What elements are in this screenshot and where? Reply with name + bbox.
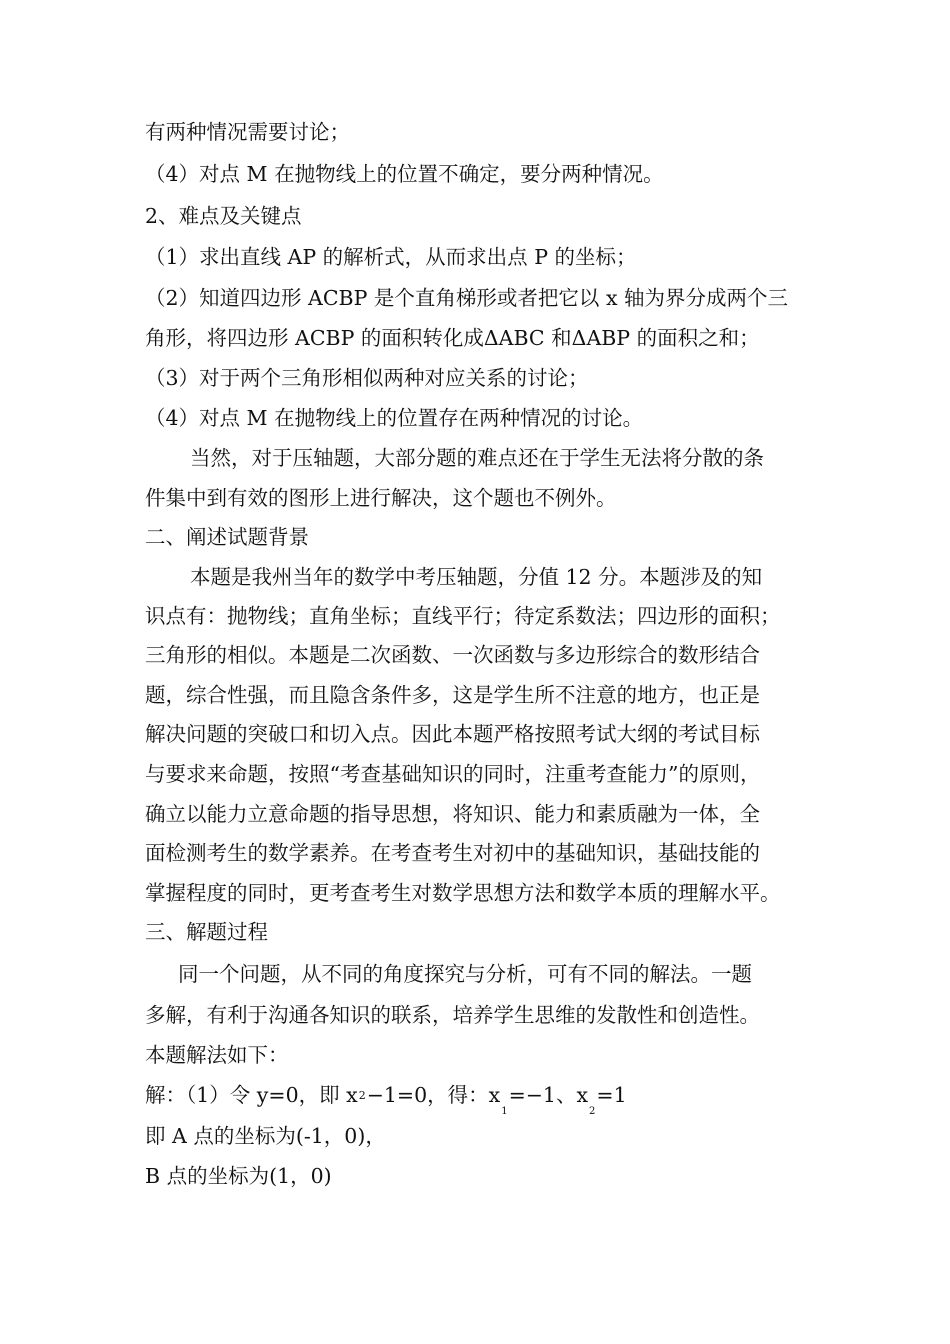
section-heading: 二、阐述试题背景 [145, 525, 309, 549]
text-line: 掌握程度的同时，更考查考生对数学思想方法和数学本质的理解水平。 [145, 881, 781, 905]
solution-text: −1=0，得：x [366, 1083, 501, 1107]
text-line: 题，综合性强，而且隐含条件多，这是学生所不注意的地方，也正是 [145, 683, 760, 707]
solution-text: 解：（1）令 y=0，即 x [145, 1083, 358, 1107]
solution-text: =−1、x [508, 1083, 589, 1107]
paragraph-line: 当然，对于压轴题，大部分题的难点还在于学生无法将分散的条 [190, 446, 764, 470]
text-line: 解决问题的突破口和切入点。因此本题严格按照考试大纲的考试目标 [145, 722, 760, 746]
text-line: B 点的坐标为(1，0) [145, 1164, 332, 1188]
solution-line [145, 1082, 627, 1117]
text-line: 识点有：抛物线；直角坐标；直线平行；待定系数法；四边形的面积； [145, 604, 781, 628]
text-line: 即 A 点的坐标为(-1，0)， [145, 1124, 386, 1148]
text-line: 件集中到有效的图形上进行解决，这个题也不例外。 [145, 486, 617, 510]
section-heading: 三、解题过程 [145, 920, 268, 944]
subscript: 1 [501, 1106, 508, 1117]
exponent: 2 [358, 1089, 366, 1102]
text-line: 与要求来命题，按照“考查基础知识的同时，注重考查能力”的原则， [145, 762, 761, 786]
text-line: 角形，将四边形 ACBP 的面积转化成ΔABC 和ΔABP 的面积之和； [145, 326, 760, 350]
text-line: 确立以能力立意命题的指导思想，将知识、能力和素质融为一体，全 [145, 802, 760, 826]
text-line: （2）知道四边形 ACBP 是个直角梯形或者把它以 x 轴为界分成两个三 [145, 286, 789, 310]
text-line: 多解，有利于沟通各知识的联系，培养学生思维的发散性和创造性。 [145, 1003, 760, 1027]
paragraph-line: 同一个问题，从不同的角度探究与分析，可有不同的解法。一题 [178, 962, 752, 986]
subscript: 2 [589, 1106, 596, 1117]
text-line: （4）对点 M 在抛物线上的位置不确定，要分两种情况。 [145, 162, 664, 186]
text-line: 面检测考生的数学素养。在考查考生对初中的基础知识，基础技能的 [145, 841, 760, 865]
text-line: 有两种情况需要讨论； [145, 120, 350, 144]
paragraph-line: 本题是我州当年的数学中考压轴题，分值 12 分。本题涉及的知 [190, 565, 763, 589]
text-line: 本题解法如下： [145, 1043, 289, 1067]
section-heading: 2、难点及关键点 [145, 204, 302, 228]
text-line: （1）求出直线 AP 的解析式，从而求出点 P 的坐标； [145, 245, 637, 269]
text-line: 三角形的相似。本题是二次函数、一次函数与多边形综合的数形结合 [145, 643, 760, 667]
text-line: （4）对点 M 在抛物线上的位置存在两种情况的讨论。 [145, 406, 644, 430]
text-line: （3）对于两个三角形相似两种对应关系的讨论； [145, 366, 589, 390]
solution-text: =1 [596, 1083, 627, 1107]
